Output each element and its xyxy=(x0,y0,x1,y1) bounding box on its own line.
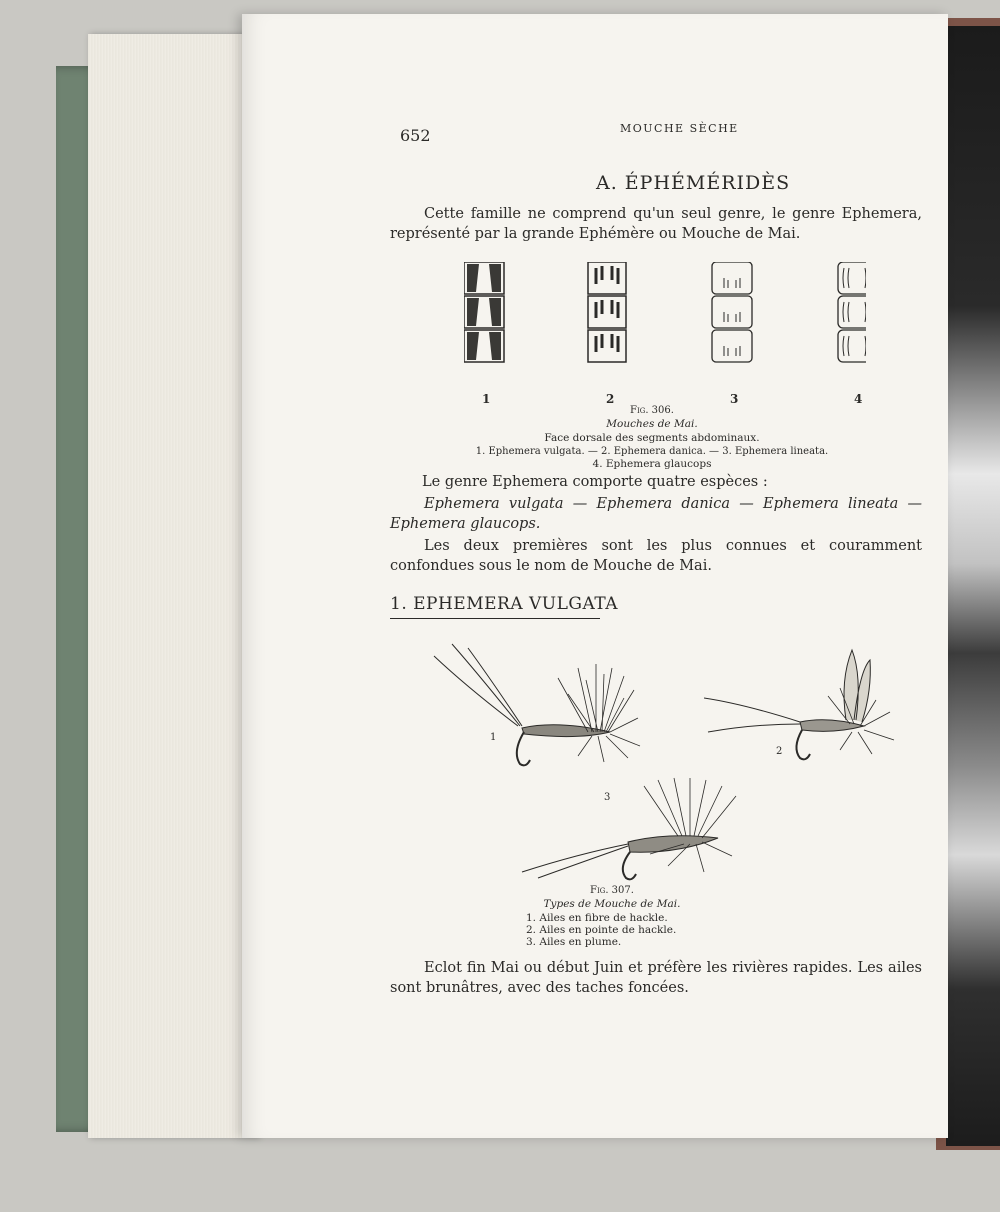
species-intro: Le genre Ephemera comporte quatre espèces : xyxy=(422,474,768,490)
closing-paragraph: Eclot fin Mai ou début Juin et préfère les rivières rapides. Les ailes sont brunâtres, avec des taches foncées. xyxy=(390,960,922,996)
figure-306-number: Fig. 306. xyxy=(630,405,674,416)
facing-photo-page xyxy=(946,26,1000,1146)
segment-drawing-4 xyxy=(838,262,866,362)
figure-307-item-1: 1. Ailes en fibre de hackle. xyxy=(526,912,668,924)
figure-306-label-2: 2 xyxy=(606,392,615,406)
figure-306-line-2: 1. Ephemera vulgata. — 2. Ephemera danica. — 3. Ephemera lineata. xyxy=(475,446,829,457)
figure-306-label-1: 1 xyxy=(482,392,491,406)
segment-drawing-3 xyxy=(712,262,752,362)
heading-underline xyxy=(390,618,600,619)
figure-306-label-4: 4 xyxy=(854,392,863,406)
species-note: Les deux premières sont les plus connues et couramment confondues sous le nom de Mouche de Mai. xyxy=(390,538,922,574)
figure-307-item-2: 2. Ailes en pointe de hackle. xyxy=(526,924,677,936)
abdominal-segments-figure xyxy=(464,262,866,414)
figure-306-label-3: 3 xyxy=(730,392,739,406)
page-number: 652 xyxy=(400,126,431,145)
figure-306-title: Mouches de Mai. xyxy=(606,418,698,430)
book-page xyxy=(242,14,948,1138)
species-list: Ephemera vulgata — Ephemera danica — Ephemera lineata — Ephemera glaucops. xyxy=(390,496,922,532)
figure-306-line-1: Face dorsale des segments abdominaux. xyxy=(544,432,760,444)
fly-drawing-2 xyxy=(704,640,904,764)
fly-drawing-3 xyxy=(518,774,748,884)
figure-307-label-2: 2 xyxy=(776,746,783,757)
figure-307-title: Types de Mouche de Mai. xyxy=(543,898,681,910)
running-head: MOUCHE SÈCHE xyxy=(620,122,739,135)
figure-307-number: Fig. 307. xyxy=(590,885,634,896)
segment-drawing-1 xyxy=(464,262,504,362)
figure-306-line-3: 4. Ephemera glaucops xyxy=(592,458,712,470)
figure-307-label-1: 1 xyxy=(490,732,497,743)
section-title: A. ÉPHÉMÉRIDÈS xyxy=(596,172,791,194)
fly-drawing-1 xyxy=(428,628,658,778)
intro-paragraph: Cette famille ne comprend qu'un seul genre, le genre Ephemera, représenté par la grande Ephémère ou Mouche de Mai. xyxy=(390,206,922,242)
species-heading: 1. EPHEMERA VULGATA xyxy=(390,594,619,614)
segment-drawing-2 xyxy=(588,262,626,362)
page-edges xyxy=(88,34,258,1138)
figure-307-item-3: 3. Ailes en plume. xyxy=(526,936,622,948)
figure-307-label-3: 3 xyxy=(604,792,611,803)
